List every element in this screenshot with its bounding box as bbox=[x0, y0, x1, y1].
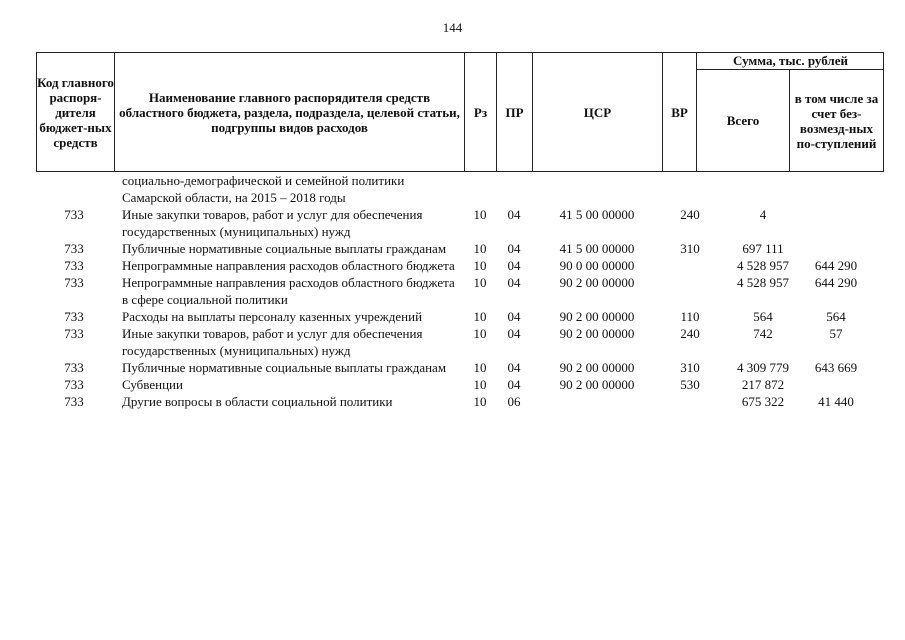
continuation-row bbox=[36, 172, 884, 206]
cell-rz: 10 bbox=[473, 309, 487, 324]
cell-vr: 240 bbox=[680, 207, 700, 222]
cell-code: 733 bbox=[64, 377, 84, 392]
cell-total: 564 bbox=[753, 309, 773, 324]
cell-name: Иные закупки товаров, работ и услуг для обеспечения государственных (муниципальных) нужд bbox=[122, 207, 423, 239]
cell-csr: 90 2 00 00000 bbox=[559, 377, 635, 392]
cell-total: 4 bbox=[759, 207, 767, 222]
cell-name: Субвенции bbox=[122, 377, 183, 392]
table-row bbox=[36, 393, 884, 410]
cell-pr: 04 bbox=[507, 377, 521, 392]
cell-total: 4 528 957 bbox=[737, 258, 789, 273]
cell-pr: 04 bbox=[507, 258, 521, 273]
header-right-border bbox=[883, 52, 884, 172]
cell-name: Иные закупки товаров, работ и услуг для обеспечения государственных (муниципальных) нужд bbox=[122, 326, 423, 358]
cell-grants: 41 440 bbox=[818, 394, 854, 409]
cell-vr: 530 bbox=[680, 377, 700, 392]
table-row bbox=[36, 206, 884, 240]
cell-csr: 41 5 00 00000 bbox=[559, 207, 635, 222]
cell-vr: 310 bbox=[680, 241, 700, 256]
table-body bbox=[36, 172, 884, 410]
cell-rz: 10 bbox=[473, 394, 487, 409]
cell-rz: 10 bbox=[473, 360, 487, 375]
header-vr: ВР bbox=[662, 52, 696, 172]
cell-total: 675 322 bbox=[741, 394, 785, 409]
table-row bbox=[36, 376, 884, 393]
cell-grants: 644 290 bbox=[814, 275, 858, 290]
cell-csr: 90 2 00 00000 bbox=[559, 275, 635, 290]
cell-total: 697 111 bbox=[742, 241, 784, 256]
cell-code: 733 bbox=[64, 258, 84, 273]
cell-code: 733 bbox=[64, 207, 84, 222]
cell-total: 4 528 957 bbox=[737, 275, 789, 290]
cell-code: 733 bbox=[64, 275, 84, 290]
cell-csr: 90 2 00 00000 bbox=[559, 360, 635, 375]
continuation-text: социально-демографической и семейной политики Самарской области, на 2015 – 2018 годы bbox=[122, 173, 405, 205]
cell-code: 733 bbox=[64, 394, 84, 409]
header-pr: ПР bbox=[496, 52, 532, 172]
cell-name: Публичные нормативные социальные выплаты гражданам bbox=[122, 241, 447, 256]
header-sum: Сумма, тыс. рублей bbox=[696, 52, 884, 69]
cell-csr: 90 2 00 00000 bbox=[559, 326, 635, 341]
cell-name: Непрограммные направления расходов областного бюджета bbox=[122, 258, 455, 273]
header-name: Наименование главного распорядителя средств областного бюджета, раздела, подраздела, целевой статьи, подгруппы видов расходов bbox=[114, 52, 464, 172]
cell-csr: 90 2 00 00000 bbox=[559, 309, 635, 324]
cell-name: Непрограммные направления расходов областного бюджета в сфере социальной политики bbox=[122, 275, 455, 307]
cell-pr: 04 bbox=[507, 207, 521, 222]
cell-grants: 564 bbox=[826, 309, 846, 324]
cell-vr: 110 bbox=[680, 309, 700, 324]
table-header bbox=[36, 52, 884, 172]
cell-code: 733 bbox=[64, 326, 84, 341]
cell-rz: 10 bbox=[473, 207, 487, 222]
cell-pr: 04 bbox=[507, 241, 521, 256]
header-rz: Рз bbox=[464, 52, 496, 172]
table-row bbox=[36, 257, 884, 274]
table-row bbox=[36, 325, 884, 359]
cell-grants: 643 669 bbox=[814, 360, 858, 375]
cell-name: Публичные нормативные социальные выплаты гражданам bbox=[122, 360, 447, 375]
cell-pr: 04 bbox=[507, 360, 521, 375]
cell-code: 733 bbox=[64, 309, 84, 324]
cell-vr: 240 bbox=[680, 326, 700, 341]
cell-name: Другие вопросы в области социальной политики bbox=[122, 394, 393, 409]
page-number: 144 bbox=[442, 20, 463, 35]
cell-pr: 04 bbox=[507, 275, 521, 290]
header-csr: ЦСР bbox=[532, 52, 662, 172]
table-row bbox=[36, 359, 884, 376]
cell-rz: 10 bbox=[473, 326, 487, 341]
cell-total: 4 309 779 bbox=[737, 360, 789, 375]
cell-rz: 10 bbox=[473, 275, 487, 290]
cell-vr: 310 bbox=[680, 360, 700, 375]
cell-grants: 644 290 bbox=[814, 258, 858, 273]
cell-total: 217 872 bbox=[741, 377, 785, 392]
header-grants: в том числе за счет без-возмезд-ных по-ступлений bbox=[789, 69, 883, 172]
cell-rz: 10 bbox=[473, 377, 487, 392]
rows-container bbox=[36, 206, 884, 410]
cell-rz: 10 bbox=[473, 241, 487, 256]
cell-pr: 04 bbox=[507, 326, 521, 341]
cell-grants: 57 bbox=[829, 326, 843, 341]
cell-name: Расходы на выплаты персоналу казенных учреждений bbox=[122, 309, 423, 324]
cell-rz: 10 bbox=[473, 258, 487, 273]
cell-pr: 06 bbox=[507, 394, 521, 409]
table-row bbox=[36, 240, 884, 257]
header-code: Код главного распоря-дителя бюджет-ных средств bbox=[36, 52, 114, 172]
table-row bbox=[36, 308, 884, 325]
cell-pr: 04 bbox=[507, 309, 521, 324]
cell-total: 742 bbox=[753, 326, 773, 341]
cell-code: 733 bbox=[64, 360, 84, 375]
cell-csr: 90 0 00 00000 bbox=[559, 258, 635, 273]
cell-code: 733 bbox=[64, 241, 84, 256]
table-row bbox=[36, 274, 884, 308]
header-total: Всего bbox=[696, 69, 789, 172]
cell-csr: 41 5 00 00000 bbox=[559, 241, 635, 256]
